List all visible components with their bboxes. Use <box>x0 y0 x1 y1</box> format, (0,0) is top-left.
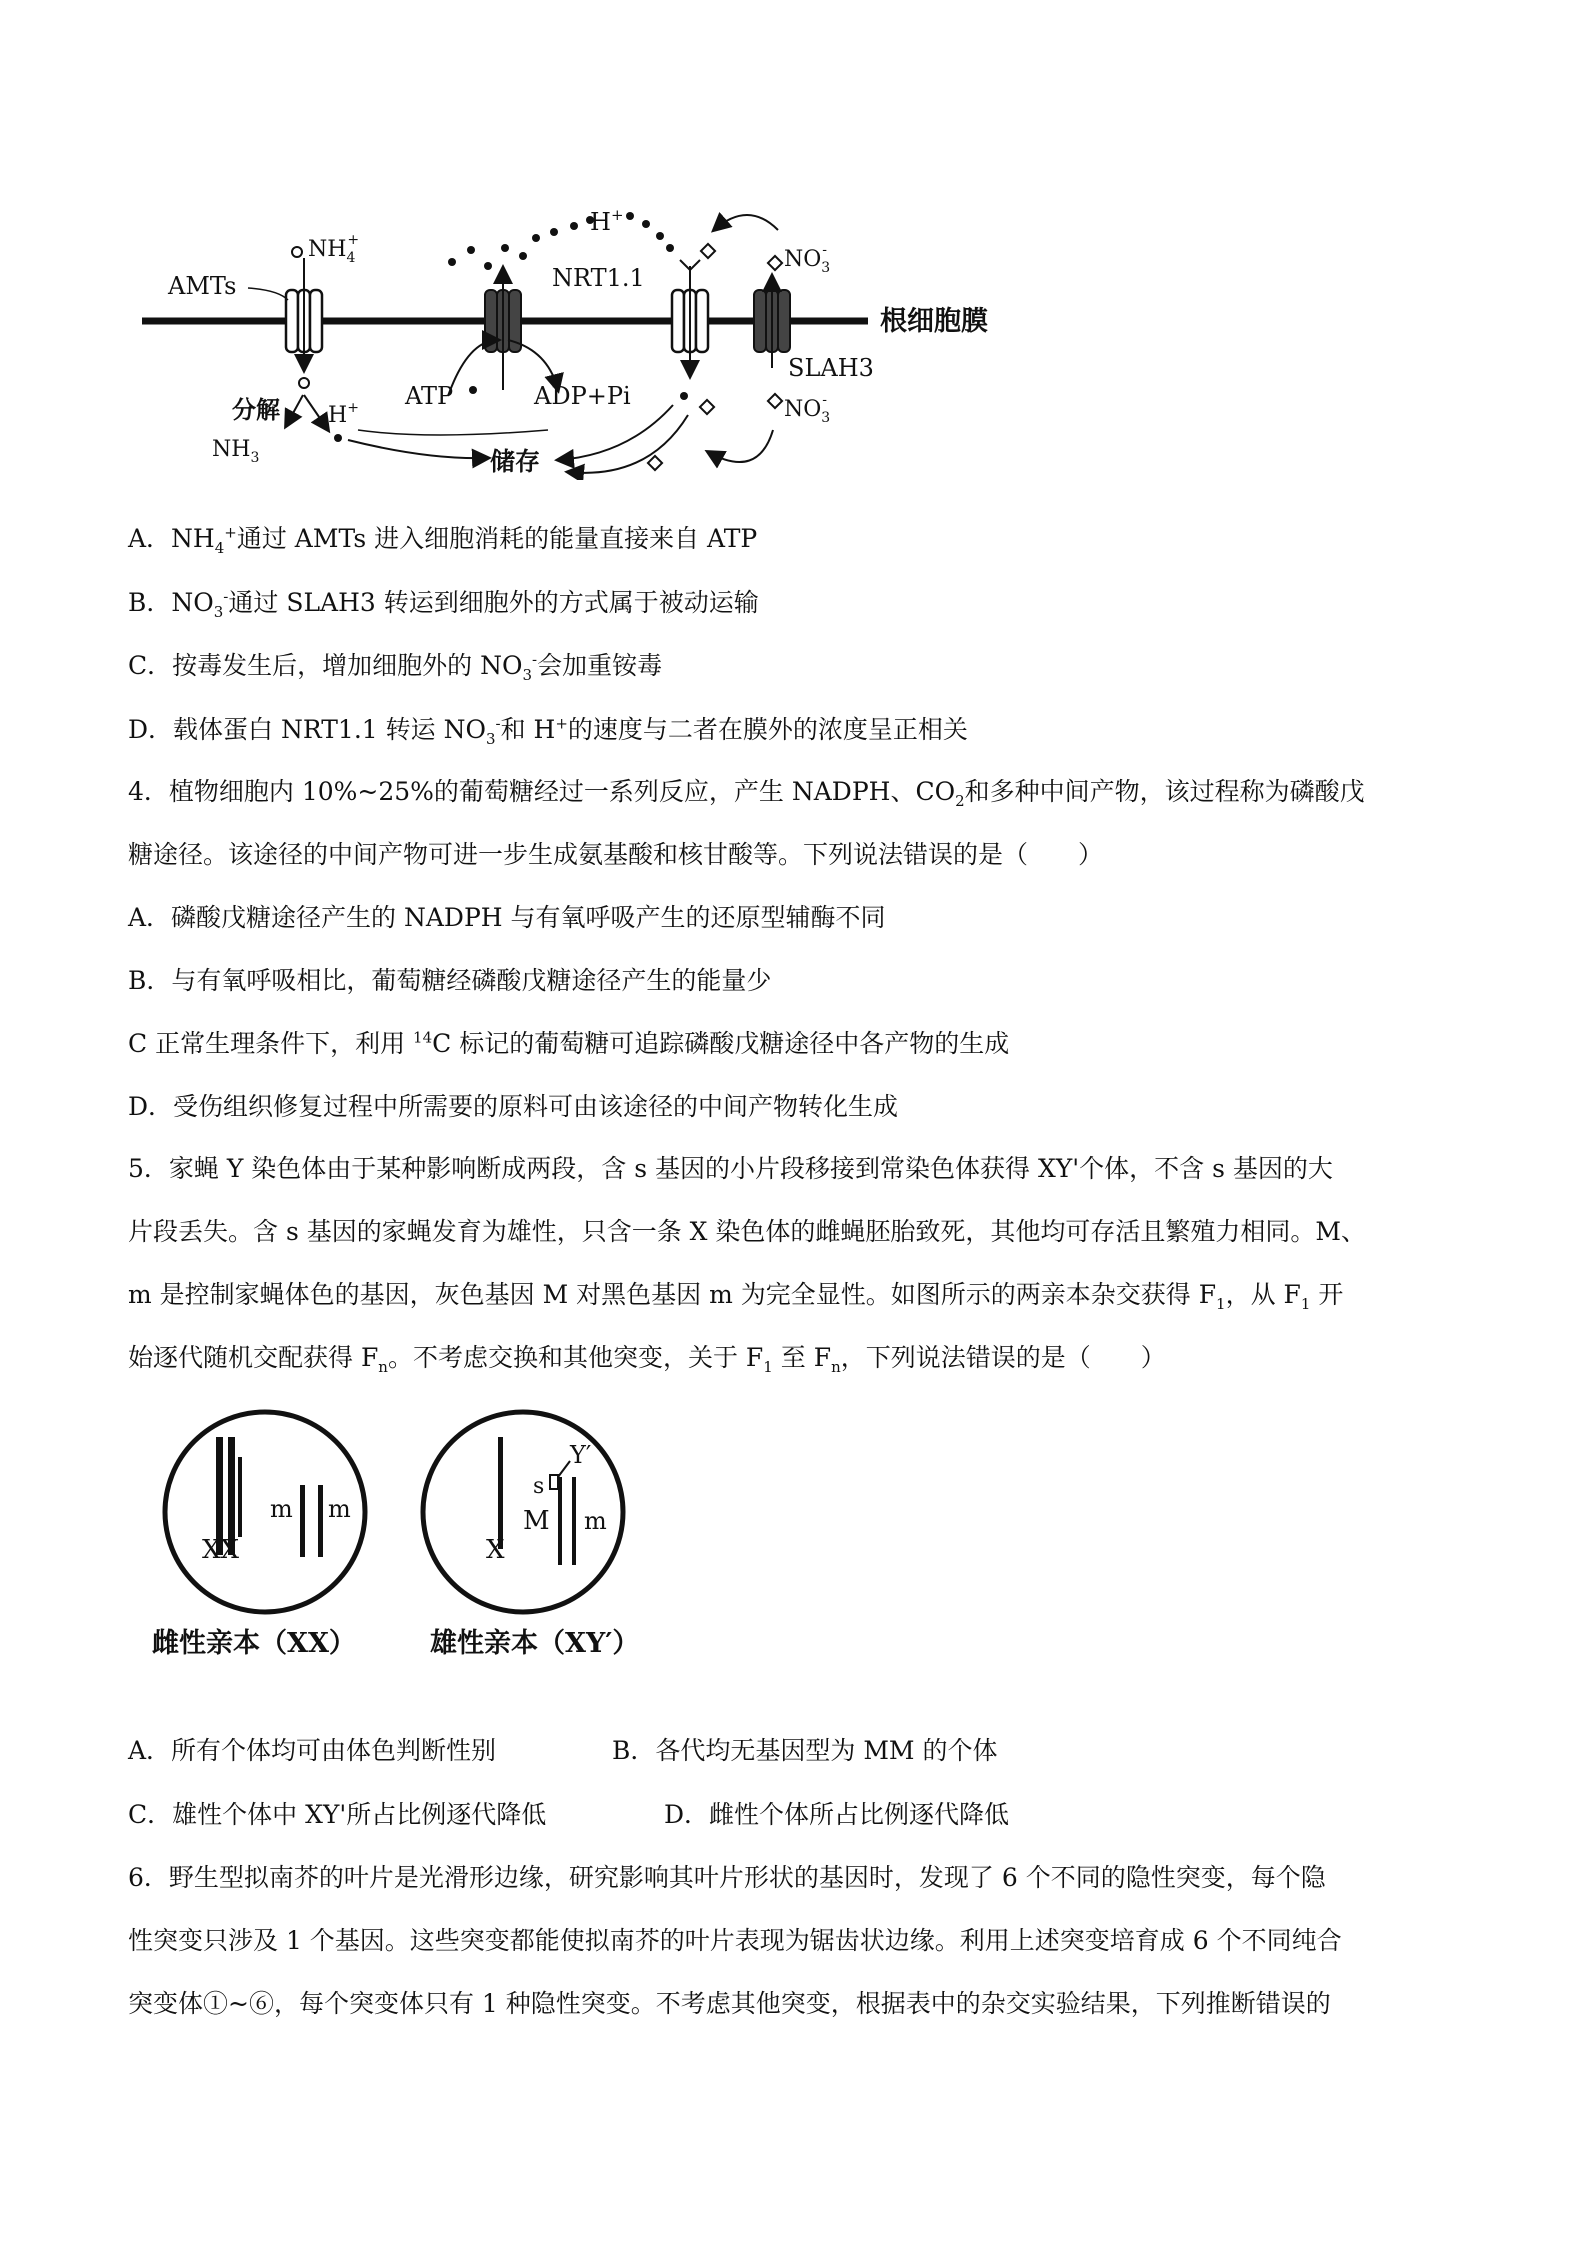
nh4-label: $NH_4+$ <box>308 232 360 266</box>
q5-stem-line2: 片段丢失。含 s 基因的家蝇发育为雄性，只含一条 X 染色体的雌蝇胚胎致死，其他均可存活且繁殖力相同。M、 <box>128 1217 1367 1246</box>
q4-option-c: C 正常生理条件下，利用 $^{14}$C 标记的葡萄糖可追踪磷酸戊糖途径中各产物的生成 <box>128 1028 1010 1058</box>
h-plus-top-label: H+ <box>590 206 624 236</box>
female-parent-caption: 雌性亲本（XX） <box>152 1628 356 1659</box>
s-label: s <box>533 1474 545 1499</box>
nh3-label: $NH_3$ <box>212 437 260 466</box>
no3-bottom-label: $NO_3-$ <box>784 392 831 426</box>
q4-option-a: A．磷酸戊糖途径产生的 NADPH 与有氧呼吸产生的还原型辅酶不同 <box>128 903 886 932</box>
xx-label: XX <box>202 1535 240 1565</box>
chromosome-diagram <box>140 1405 700 1695</box>
membrane-transport-figure <box>128 190 1028 480</box>
adp-label: ADP+Pi <box>534 382 631 410</box>
q4-stem-line2: 糖途径。该途径的中间产物可进一步生成氨基酸和核甘酸等。下列说法错误的是（ ） <box>128 840 1104 869</box>
q3-option-a: A．$NH_4^+$通过 AMTs 进入细胞消耗的能量直接来自 ATP <box>128 523 758 557</box>
male-parent-caption: 雄性亲本（XY′） <box>430 1628 640 1659</box>
female-parent-cell <box>165 1412 365 1612</box>
q3-option-c: C．按毒发生后，增加细胞外的 $NO_3^-$会加重铵毒 <box>128 650 663 684</box>
no3-top-label: $NO_3-$ <box>784 242 831 276</box>
proton-pump <box>485 268 521 390</box>
q5-option-d: D．雌性个体所占比例逐代降低 <box>664 1800 1010 1829</box>
male-parent-cell <box>423 1412 623 1612</box>
membrane-diagram <box>128 190 1028 480</box>
nrt-label: NRT1.1 <box>552 264 645 292</box>
q3-option-b: B．$NO_3^-$通过 SLAH3 转运到细胞外的方式属于被动运输 <box>128 587 759 621</box>
proton-dots <box>448 212 674 270</box>
atp-label: ATP <box>405 382 454 410</box>
q6-stem-line3: 突变体①~⑥，每个突变体只有 1 种隐性突变。不考虑其他突变，根据表中的杂交实验结果，下列推断错误的 <box>128 1989 1331 2018</box>
q5-option-b: B．各代均无基因型为 MM 的个体 <box>612 1736 998 1765</box>
nh4-circle <box>292 247 302 257</box>
y-prime-label: Y′ <box>570 1441 592 1469</box>
q5-option-c: C．雄性个体中 XY'所占比例逐代降低 <box>128 1800 547 1829</box>
h-plus-left-label: H+ <box>328 400 359 428</box>
m-label-3: m <box>584 1507 607 1535</box>
q5-option-a: A．所有个体均可由体色判断性别 <box>128 1736 497 1765</box>
storage-label: 储存 <box>490 447 541 476</box>
q4-stem-line1: 4．植物细胞内 10%~25%的葡萄糖经过一系列反应，产生 NADPH、$CO_2$和多种中间产物，该过程称为磷酸戊 <box>128 777 1365 810</box>
fenjie-label: 分解 <box>232 395 280 424</box>
q4-option-b: B．与有氧呼吸相比，葡萄糖经磷酸戊糖途径产生的能量少 <box>128 966 772 995</box>
big-m-label: M <box>523 1506 550 1536</box>
nrt-transporter <box>672 260 708 376</box>
chromosome-figure <box>140 1405 700 1695</box>
q5-stem-line1: 5．家蝇 Y 染色体由于某种影响断成两段，含 s 基因的小片段移接到常染色体获得 XY'个体，不含 s 基因的大 <box>128 1154 1333 1183</box>
q6-stem-line2: 性突变只涉及 1 个基因。这些突变都能使拟南芥的叶片表现为锯齿状边缘。利用上述突变培育成 6 个不同纯合 <box>128 1926 1342 1955</box>
slah3-label: SLAH3 <box>788 354 874 382</box>
amts-transporter <box>286 258 322 370</box>
q4-option-d: D．受伤组织修复过程中所需要的原料可由该途径的中间产物转化生成 <box>128 1092 899 1121</box>
slah3-channel <box>754 276 790 368</box>
q6-stem-line1: 6．野生型拟南芥的叶片是光滑形边缘，研究影响其叶片形状的基因时，发现了 6 个不同的隐性突变，每个隐 <box>128 1863 1326 1892</box>
q3-option-d: D．载体蛋白 NRT1.1 转运 $NO_3^-$和 H+的速度与二者在膜外的浓度呈正相关 <box>128 714 968 748</box>
membrane-label: 根细胞膜 <box>880 306 988 337</box>
q5-stem-line3: m 是控制家蝇体色的基因，灰色基因 M 对黑色基因 m 为完全显性。如图所示的两亲本杂交获得 $F_1$，从 $F_1$ 开 <box>128 1280 1344 1313</box>
m-label-1: m <box>270 1495 293 1523</box>
q5-stem-line4: 始逐代随机交配获得 $F_n$。不考虑交换和其他突变，关于 $F_1$ 至 $F_n$，下列说法错误的是（ ） <box>128 1343 1166 1376</box>
amts-label: AMTs <box>168 272 237 300</box>
m-label-2: m <box>328 1495 351 1523</box>
x-label: X <box>486 1535 505 1565</box>
